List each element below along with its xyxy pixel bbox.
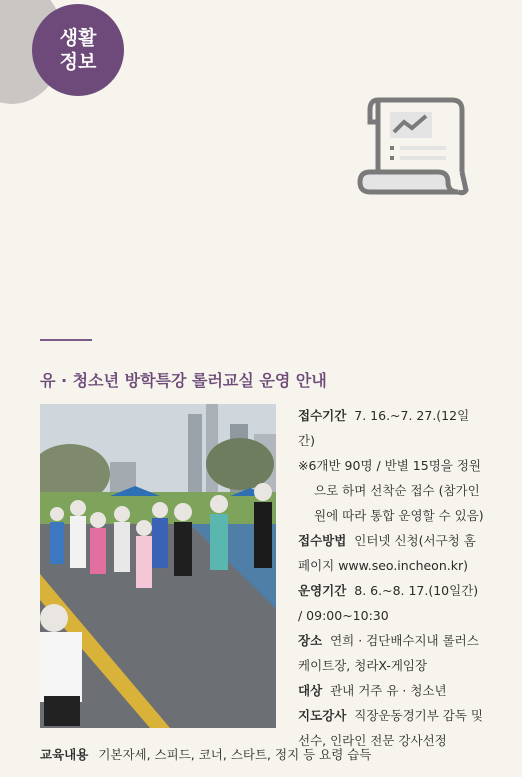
operation-period-label: 운영기간	[298, 583, 347, 598]
operation-period-value: 8. 6.~8. 17.(10일간) / 09:00~10:30	[298, 583, 479, 623]
article-title: 유 · 청소년 방학특강 롤러교실 운영 안내	[40, 371, 327, 390]
education-label: 교육내용	[40, 747, 89, 762]
reception-period-value: 7. 16.~7. 27.(12일간)	[298, 408, 470, 448]
education-value: 기본자세, 스피드, 코너, 스타트, 정지 등 요령 습득	[98, 747, 372, 762]
location-value: 연희 · 검단배수지내 롤러스케이트장, 청라X-게임장	[298, 633, 479, 673]
badge-line-1: 생활	[59, 27, 97, 49]
reception-note: ※6개반 90명 / 반별 15명을 정원으로 하며 선착순 접수 (참가인원에 따라 통합 운영할 수 있음)	[298, 458, 484, 523]
info-list	[298, 403, 484, 753]
reception-method-label: 접수방법	[298, 533, 347, 548]
roller-class-photo	[40, 404, 276, 728]
target-value: 관내 거주 유 · 청소년	[330, 683, 447, 698]
instructor-value: 직장운동경기부 감독 및 선수, 인라인 전문 강사선정	[298, 708, 483, 748]
location-label: 장소	[298, 633, 323, 648]
section-badge	[32, 4, 124, 96]
instructor-label: 지도강사	[298, 708, 347, 723]
badge-line-2: 정보	[59, 51, 97, 73]
title-divider	[40, 339, 92, 341]
document-chart-icon	[356, 94, 472, 200]
target-label: 대상	[298, 683, 323, 698]
education-content	[40, 745, 371, 763]
reception-method-value: 인터넷 신청(서구청 홈페이지 www.seo.incheon.kr)	[298, 533, 476, 573]
reception-period-label: 접수기간	[298, 408, 347, 423]
